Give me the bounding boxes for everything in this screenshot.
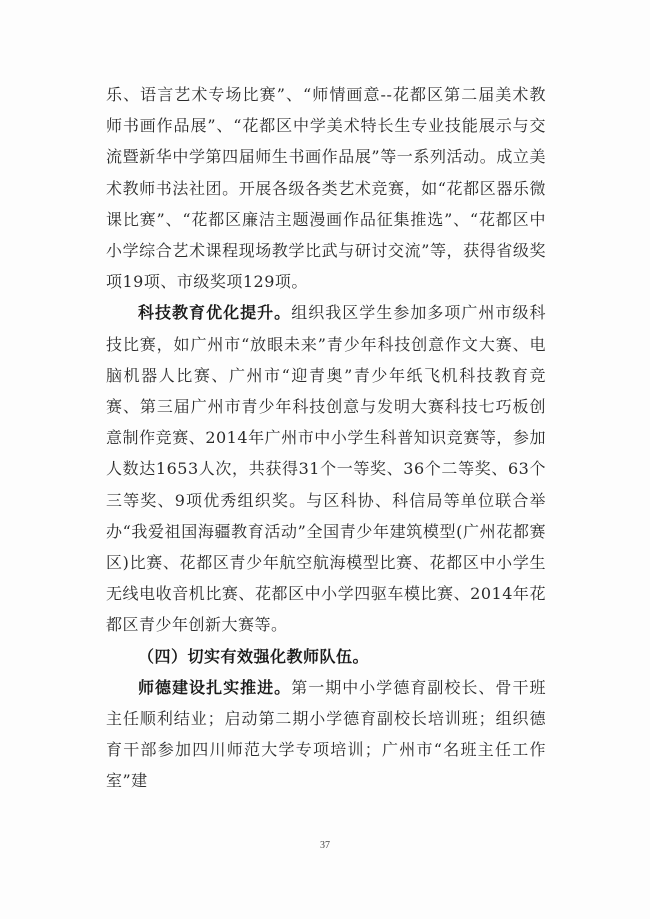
page-number: 37 (320, 840, 330, 851)
paragraph-teacher-ethics (106, 672, 546, 797)
paragraph-text: 组织我区学生参加多项广州市级科技比赛，如广州市“放眼未来”青少年科技创意作文大赛、电脑机器人比赛、广州市“迎青奥”青少年纸飞机科技教育竞赛、第三届广州市青少年科技创意与发明大赛科技七巧板创意制作竞赛、2014年广州市中小学生科普知识竞赛等，参加人数达1653人次，共获得31个一等奖、36个二等奖、63个三等奖、9项优秀组织奖。与区科协、科信局等单位联合举办“我爱祖国海疆教育活动”全国青少年建筑模型(广州花都赛区)比赛、花都区青少年航空航海模型比赛、花都区中小学生无线电收音机比赛、花都区中小学四驱车模比赛、2014年花都区青少年创新大赛等。 (106, 303, 546, 635)
paragraph-text: 乐、语言艺术专场比赛”、“师情画意--花都区第二届美术教师书画作品展”、“花都区中学美术特长生专业技能展示与交流暨新华中学第四届师生书画作品展”等一系列活动。成立美术教师书法社团。开展各级各类艺术竞赛，如“花都区器乐微课比赛”、“花都区廉洁主题漫画作品征集推选”、“花都区中小学综合艺术课程现场教学比武与研讨交流”等，获得省级奖项19项、市级奖项129项。 (106, 85, 546, 292)
paragraph-text: 第一期中小学德育副校长、骨干班主任顺利结业；启动第二期小学德育副校长培训班；组织德育干部参加四川师范大学专项培训；广州市“名班主任工作室”建 (106, 677, 546, 791)
paragraph-science-education (106, 297, 546, 640)
section-heading: （四）切实有效强化教师队伍。 (138, 646, 370, 666)
paragraph-arts-continued (106, 79, 546, 297)
paragraph-lead: 师德建设扎实推进。 (138, 677, 292, 697)
paragraph-lead: 科技教育优化提升。 (138, 303, 292, 323)
body-text (106, 79, 546, 797)
